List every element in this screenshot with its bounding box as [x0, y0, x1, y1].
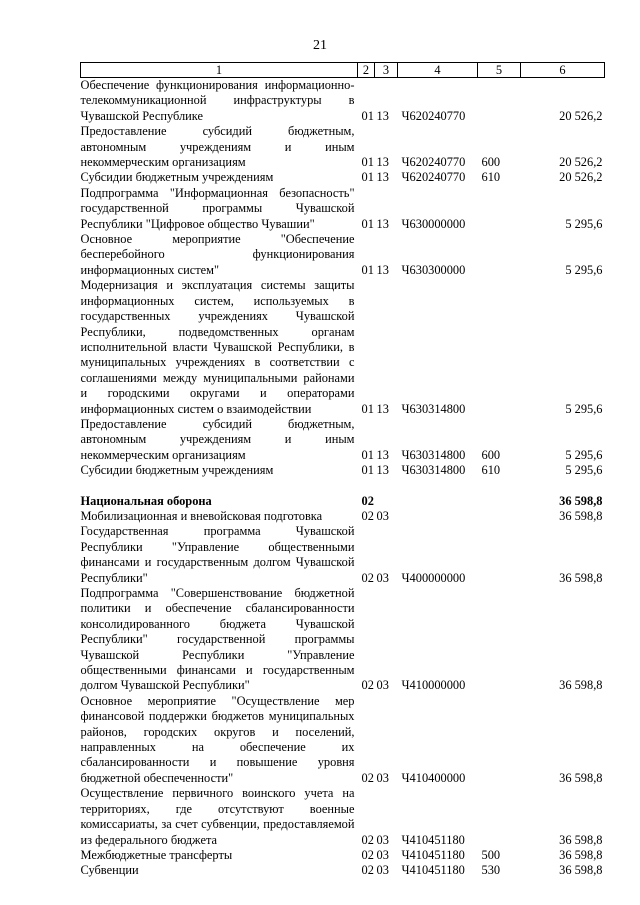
row-name: Государственная программа Чувашской Республики "Управление общественными финансами и государственным долгом Чувашской Республики" [80, 524, 355, 585]
row-target-article [398, 509, 478, 524]
row-expense-type [478, 186, 521, 232]
table-row [81, 494, 605, 509]
table-row [81, 786, 605, 848]
header-col-6: 6 [521, 63, 605, 78]
row-section: 01 [361, 170, 374, 185]
row-name: Предоставление субсидий бюджетным, автономным учреждениям и иным некоммерческим организациям [80, 416, 355, 462]
row-expense-type [478, 278, 521, 417]
row-amount [521, 479, 605, 494]
table-row [81, 124, 605, 170]
row-name: Субсидии бюджетным учреждениям [80, 463, 274, 478]
row-subsection: 13 [376, 401, 389, 416]
row-expense-type: 530 [481, 863, 501, 878]
row-subsection: 03 [376, 847, 389, 862]
table-row [81, 479, 605, 494]
row-target-article: Ч410000000 [401, 678, 466, 693]
row-expense-type: 610 [481, 170, 501, 185]
row-amount: 20 526,2 [559, 155, 603, 170]
row-name: Предоставление субсидий бюджетным, автономным учреждениям и иным некоммерческим организациям [80, 124, 355, 170]
row-section [358, 479, 375, 494]
header-col-1: 1 [81, 63, 358, 78]
row-subsection: 13 [376, 108, 389, 123]
table-row [81, 848, 605, 863]
row-target-article: Ч630314800 [401, 463, 466, 478]
table-row [81, 694, 605, 786]
row-target-article: Ч620240770 [401, 170, 466, 185]
row-target-article: Ч410451180 [401, 832, 465, 847]
table-row [81, 78, 605, 125]
row-expense-type [478, 524, 521, 586]
row-expense-type: 600 [481, 155, 501, 170]
row-subsection: 03 [376, 863, 389, 878]
row-section: 01 [361, 463, 374, 478]
row-target-article: Ч630314800 [401, 401, 466, 416]
row-subsection: 13 [376, 170, 389, 185]
row-name [81, 479, 358, 494]
table-row [81, 417, 605, 463]
row-expense-type [478, 78, 521, 125]
row-amount: 36 598,8 [559, 678, 603, 693]
page-number: 21 [313, 38, 327, 53]
row-target-article: Ч620240770 [401, 155, 466, 170]
row-target-article [398, 494, 478, 509]
row-name: Мобилизационная и вневойсковая подготовка [80, 508, 323, 523]
header-col-4: 4 [398, 63, 478, 78]
row-section: 02 [361, 678, 374, 693]
row-amount: 36 598,8 [559, 847, 603, 862]
row-expense-type [478, 586, 521, 694]
row-name: Субвенции [80, 863, 139, 878]
row-section: 01 [361, 401, 374, 416]
row-amount: 36 598,8 [559, 570, 603, 585]
row-amount: 5 295,6 [565, 401, 603, 416]
row-name: Основное мероприятие "Обеспечение бесперебойного функционирования информационных систем" [80, 232, 355, 277]
row-target-article: Ч410400000 [401, 770, 466, 785]
row-expense-type [478, 232, 521, 278]
table-row [81, 278, 605, 417]
table-row [81, 586, 605, 694]
row-subsection: 03 [376, 508, 389, 523]
row-section: 01 [361, 108, 374, 123]
row-amount: 36 598,8 [559, 493, 603, 508]
row-section: 01 [361, 262, 374, 277]
row-section: 02 [361, 508, 374, 523]
row-section: 02 [361, 770, 374, 785]
row-amount: 5 295,6 [565, 262, 603, 277]
row-target-article: Ч630300000 [401, 262, 466, 277]
row-expense-type [478, 494, 521, 509]
row-amount: 20 526,2 [559, 170, 603, 185]
row-section: 02 [361, 493, 374, 508]
table-row [81, 232, 605, 278]
row-amount: 5 295,6 [565, 463, 603, 478]
table-header-row [81, 63, 605, 78]
row-target-article: Ч630314800 [401, 447, 466, 462]
row-subsection: 03 [376, 678, 389, 693]
row-expense-type: 600 [481, 447, 501, 462]
row-expense-type [478, 786, 521, 848]
header-col-2: 2 [358, 63, 375, 78]
row-subsection: 13 [376, 463, 389, 478]
row-section: 01 [361, 447, 374, 462]
table-row [81, 863, 605, 878]
row-expense-type [478, 694, 521, 786]
table-row [81, 509, 605, 524]
row-expense-type [478, 509, 521, 524]
row-section: 01 [361, 216, 374, 231]
table-row [81, 186, 605, 232]
row-amount: 5 295,6 [565, 447, 603, 462]
row-subsection: 13 [376, 216, 389, 231]
table-row [81, 170, 605, 185]
row-target-article: Ч620240770 [401, 108, 466, 123]
row-expense-type: 610 [481, 463, 501, 478]
row-section: 02 [361, 863, 374, 878]
row-name: Межбюджетные трансферты [80, 847, 233, 862]
row-section: 02 [361, 570, 374, 585]
row-amount: 36 598,8 [559, 508, 603, 523]
row-name: Обеспечение функционирования информационно-телекоммуникационной инфраструктуры в Чувашской Республике [80, 78, 355, 123]
row-amount: 5 295,6 [565, 216, 603, 231]
row-name: Основное мероприятие "Осуществление мер финансовой поддержки бюджетов муниципальных районов, городских округов и поселений, направленных на обеспечение их сбалансированности и повышение уровня бюджетной обеспеченности" [80, 693, 355, 785]
row-amount: 36 598,8 [559, 863, 603, 878]
row-target-article: Ч630000000 [401, 216, 466, 231]
row-subsection: 03 [376, 570, 389, 585]
budget-table [80, 62, 605, 879]
row-expense-type [478, 479, 521, 494]
row-name: Подпрограмма "Совершенствование бюджетной политики и обеспечение сбалансированности консолидированного бюджета Чувашской Республики" государственной программы Чувашской Республики "Управление общественными финансами и государственным долгом Чувашской Республики" [80, 586, 355, 693]
row-name: Модернизация и эксплуатация системы защиты информационных систем, используемых в государственных учреждениях Чувашской Республики, подведомственных органам исполнительной власти Чувашской Республики, в муниципальных учреждениях в соответствии с соглашениями между муниципальными районами и городскими округами и операторами информационных систем о взаимодействии [80, 278, 355, 416]
row-subsection: 03 [376, 832, 389, 847]
row-subsection: 13 [376, 262, 389, 277]
row-subsection [375, 479, 398, 494]
row-subsection [375, 494, 398, 509]
header-col-3: 3 [375, 63, 398, 78]
row-section: 02 [361, 832, 374, 847]
row-section: 02 [361, 847, 374, 862]
row-amount: 20 526,2 [559, 108, 603, 123]
row-section: 01 [361, 155, 374, 170]
row-subsection: 03 [376, 770, 389, 785]
row-target-article [398, 479, 478, 494]
table-body [81, 78, 605, 879]
row-subsection: 13 [376, 155, 389, 170]
row-expense-type: 500 [481, 847, 501, 862]
row-name: Национальная оборона [80, 493, 212, 508]
header-col-5: 5 [478, 63, 521, 78]
row-name: Осуществление первичного воинского учета на территориях, где отсутствуют военные комиссариаты, за счет субвенции, предоставляемой из федерального бюджета [80, 786, 355, 847]
table-row [81, 463, 605, 478]
row-name: Субсидии бюджетным учреждениям [80, 170, 274, 185]
table-row [81, 524, 605, 586]
row-target-article: Ч400000000 [401, 570, 466, 585]
row-amount: 36 598,8 [559, 770, 603, 785]
row-amount: 36 598,8 [559, 832, 603, 847]
row-subsection: 13 [376, 447, 389, 462]
row-target-article: Ч410451180 [401, 847, 465, 862]
row-target-article: Ч410451180 [401, 863, 465, 878]
row-name: Подпрограмма "Информационная безопасность" государственной программы Чувашской Республики "Цифровое общество Чувашии" [80, 185, 355, 231]
